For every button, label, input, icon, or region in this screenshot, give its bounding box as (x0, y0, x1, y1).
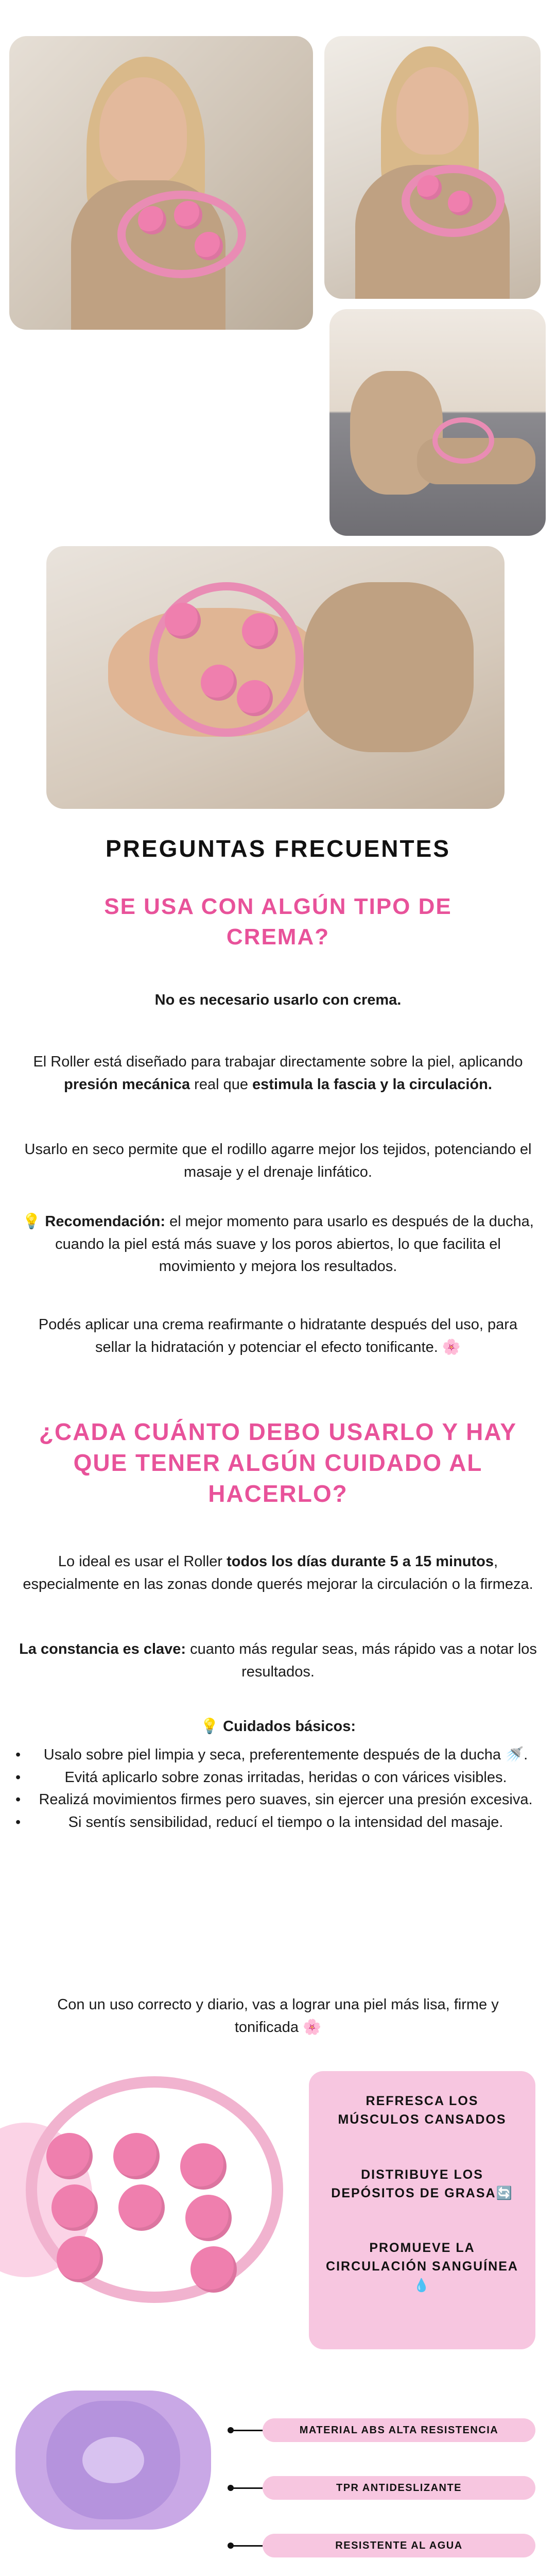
spec-water-resistant: RESISTENTE AL AGUA (263, 2534, 535, 2557)
photo-woman-holding-roller (9, 36, 313, 330)
faq-q1-paragraph-4: Podés aplicar una crema reafirmante o hidratante después del uso, para sellar la hidratación y potenciar el efecto tonificante. 🌸 (38, 1316, 518, 1355)
spec-material: MATERIAL ABS ALTA RESISTENCIA (263, 2418, 535, 2442)
list-item: • Si sentís sensibilidad, reducí el tiempo o la intensidad del masaje. (15, 1811, 541, 1834)
spec-pointer-line (232, 2487, 263, 2489)
faq-q1-lead: No es necesario usarlo con crema. (154, 992, 402, 1008)
faq-q1-recommendation-text: el mejor momento para usarlo es después de la ducha, cuando la piel está más suave y los poros abiertos, lo que facilita el movimiento y mejora los resultados. (55, 1213, 534, 1275)
spec-pointer-line (232, 2545, 263, 2547)
faq-care-title: 💡 Cuidados básicos: (200, 1718, 356, 1735)
faq-q1-paragraph-3 (15, 1211, 541, 1278)
faq-q2-p1-text: Lo ideal es usar el Roller (58, 1553, 227, 1570)
benefits-box (309, 2071, 535, 2349)
faq-care-list (15, 1744, 541, 1834)
photo-roller-on-legs (46, 546, 505, 809)
care-item-text: Usalo sobre piel limpia y seca, preferentemente después de la ducha 🚿. (43, 1747, 528, 1763)
care-item-text: Si sentís sensibilidad, reducí el tiempo o la intensidad del masaje. (68, 1814, 503, 1831)
faq-q1-p1-bold1: presión mecánica (64, 1076, 190, 1093)
roller-ball-closeup-image (15, 2380, 221, 2535)
care-item-text: Evitá aplicarlo sobre zonas irritadas, heridas o con várices visibles. (64, 1769, 507, 1786)
faq-q2-paragraph-2 (15, 1638, 541, 1683)
spec-pointer-line (232, 2430, 263, 2431)
faq-q1-paragraph-2: Usarlo en seco permite que el rodillo agarre mejor los tejidos, potenciando el masaje y el drenaje linfático. (24, 1141, 532, 1180)
benefit-refresh: REFRESCA LOS MÚSCULOS CANSADOS (338, 2094, 507, 2127)
care-item-text: Realizá movimientos firmes pero suaves, sin ejercer una presión excesiva. (39, 1791, 533, 1808)
faq-q1-p1-text: El Roller está diseñado para trabajar directamente sobre la piel, aplicando (33, 1054, 523, 1070)
faq-q2-constancy-label: La constancia es clave: (19, 1641, 186, 1657)
benefit-circulation: PROMUEVE LA CIRCULACIÓN SANGUÍNEA 💧 (326, 2241, 518, 2293)
benefit-fat-distribution: DISTRIBUYE LOS DEPÓSITOS DE GRASA🔄 (331, 2167, 513, 2200)
faq-q2-constancy-text: cuanto más regular seas, más rápido vas a notar los resultados. (186, 1641, 537, 1680)
faq-q2-p1-rest: , especialmente en las zonas donde querés mejorar la circulación o la firmeza. (23, 1553, 533, 1592)
list-item: • Realizá movimientos firmes pero suaves, sin ejercer una presión excesiva. (15, 1789, 541, 1811)
faq-q1-p1-mid: real que (190, 1076, 253, 1093)
list-item: • Usalo sobre piel limpia y seca, preferentemente después de la ducha 🚿. (15, 1744, 541, 1767)
roller-product-image (10, 2056, 299, 2324)
faq-question-2: ¿CADA CUÁNTO DEBO USARLO Y HAY QUE TENER ALGÚN CUIDADO AL HACERLO? (39, 1418, 517, 1507)
list-item: • Evitá aplicarlo sobre zonas irritadas, heridas o con várices visibles. (15, 1767, 541, 1789)
photo-woman-on-sofa (329, 309, 546, 536)
faq-q1-p1-bold2: estimula la fascia y la circulación. (252, 1076, 492, 1093)
faq-question-1: SE USA CON ALGÚN TIPO DE CREMA? (104, 894, 452, 950)
faq-q2-p1-bold: todos los días durante 5 a 15 minutos (227, 1553, 494, 1570)
faq-q2-paragraph-1 (21, 1551, 535, 1596)
faq-q2-closing: Con un uso correcto y diario, vas a lograr una piel más lisa, firme y tonificada 🌸 (57, 1996, 499, 2036)
faq-q1-recommendation-label: Recomendación: (45, 1213, 166, 1230)
photo-woman-smiling-roller (324, 36, 541, 299)
faq-title: PREGUNTAS FRECUENTES (106, 835, 450, 862)
lightbulb-icon: 💡 (22, 1213, 41, 1230)
faq-q1-paragraph-1 (21, 1051, 535, 1096)
spec-tpr: TPR ANTIDESLIZANTE (263, 2476, 535, 2500)
